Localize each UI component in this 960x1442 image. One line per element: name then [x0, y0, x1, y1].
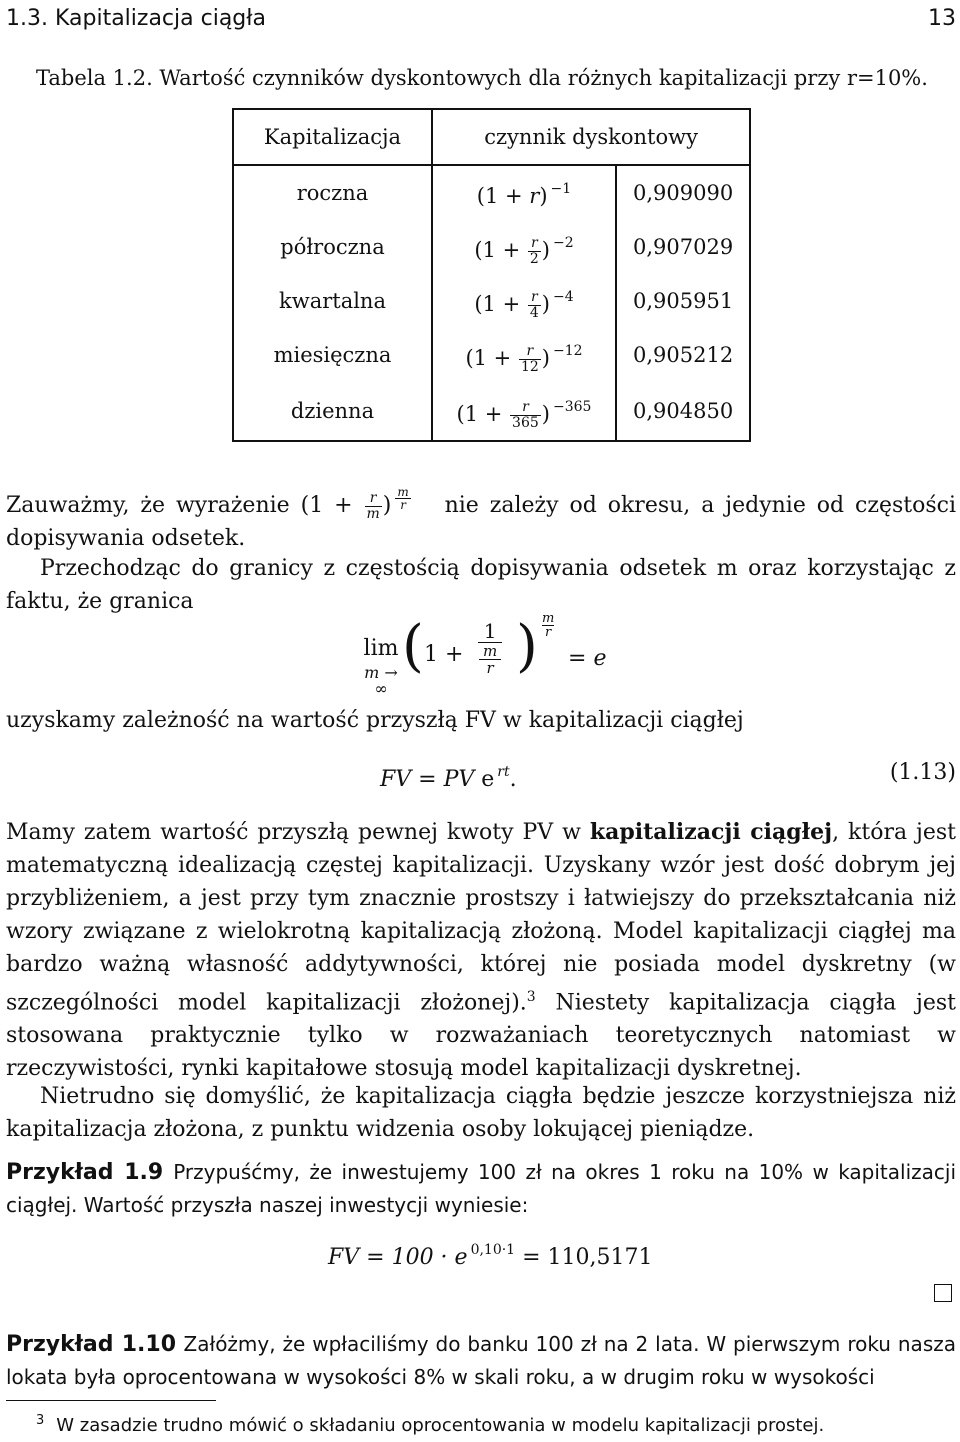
row-value: 0,905951 [616, 274, 750, 328]
row-formula: (1 + $\frac{r}{12}$ ) $^{-12}$ [432, 328, 616, 382]
row-name: roczna [233, 165, 432, 220]
row-value: 0,909090 [616, 165, 750, 220]
table-row [233, 165, 750, 220]
limit-equation: lim m → ∞ ( 1 + $\frac{1}{\frac{m}{r}}$ ) $\frac{m}{r}$ = e [363, 611, 607, 698]
qed-square-icon [934, 1284, 952, 1302]
row-formula: (1 + $\frac{r}{2}$ ) $^{-2}$ [432, 220, 616, 274]
table-caption: Tabela 1.2. Wartość czynników dyskontowych dla różnych kapitalizacji przy r=10%. [36, 66, 928, 90]
equation-example-1-9: FV = 100 · e $^{0,10\cdot 1}$ = 110,5171 [328, 1242, 653, 1270]
row-formula: (1 + r) $^{-1}$ [432, 165, 616, 220]
footnote: $^3$ W zasadzie trudno mówić o składaniu oprocentowania w modelu kapitalizacji prostej. [36, 1413, 825, 1436]
table-header-row [233, 109, 750, 165]
table-row [233, 382, 750, 441]
row-name: dzienna [233, 382, 432, 441]
row-name: miesięczna [233, 328, 432, 382]
section-title: 1.3. Kapitalizacja ciągła [6, 6, 267, 31]
running-head [6, 2, 956, 36]
row-value: 0,904850 [616, 382, 750, 441]
discount-factor-table [232, 108, 751, 442]
row-formula: (1 + $\frac{r}{365}$ ) $^{-365}$ [432, 382, 616, 441]
column-header-capitalization: Kapitalizacja [233, 109, 432, 165]
equation-number: (1.13) [889, 760, 956, 785]
row-formula: (1 + $\frac{r}{4}$ ) $^{-4}$ [432, 274, 616, 328]
page-number: 13 [928, 6, 956, 31]
row-value: 0,907029 [616, 220, 750, 274]
example-heading: Przykład 1.9 [6, 1160, 164, 1185]
equation-continuous-fv: FV = PV e $^{rt}$. [380, 764, 517, 792]
table-row [233, 328, 750, 382]
row-name: półroczna [233, 220, 432, 274]
table-row [233, 220, 750, 274]
row-value: 0,905212 [616, 328, 750, 382]
paragraph-comparison: Nietrudno się domyślić, że kapitalizacja ciągła będzie jeszcze korzystniejsza niż kapitalizacja złożona, z punktu widzenia osoby lokującej pieniądze. [6, 1084, 956, 1142]
row-name: kwartalna [233, 274, 432, 328]
paragraph-limit-intro: Przechodząc do granicy z częstością dopisywania odsetek m oraz korzystając z faktu, że granica [6, 556, 956, 614]
footnote-marker[interactable]: 3 [526, 989, 536, 1005]
footnote-rule [6, 1400, 216, 1401]
example-1-10: Przykład 1.10 Załóżmy, że wpłaciliśmy do banku 100 zł na 2 lata. W pierwszym roku nasza lokata była oprocentowana w wysokości 8% w skali roku, a w drugim roku w wysokości [6, 1332, 956, 1389]
paragraph-future-value-intro: uzyskamy zależność na wartość przyszłą FV w kapitalizacji ciągłej [6, 708, 744, 733]
paragraph-expression-note: Zauważmy, że wyrażenie (1 + $\frac{r}{m}$ ) $^{\frac{m}{r}}$ nie zależy od okresu, a jedynie od częstości dopisywania odsetek. [6, 484, 957, 551]
example-heading: Przykład 1.10 [6, 1332, 176, 1357]
example-1-9: Przykład 1.9 Przypuśćmy, że inwestujemy 100 zł na okres 1 roku na 10% w kapitalizacji ciągłej. Wartość przyszła naszej inwestycji wyniesie: [6, 1160, 957, 1217]
paragraph-continuous-capitalization: Mamy zatem wartość przyszłą pewnej kwoty PV w kapitalizacji ciągłej, która jest matematyczną idealizacją częstej kapitalizacji. Uzyskany wzór jest dość dobrym jej przybliżeniem, a jest przy tym znacznie prostszy i łatwiejszy do przekształcania niż wzory związane z wielokrotną kapitalizacją złożoną. Model kapitalizacji ciągłej ma bardzo ważną własność addytywności, której nie posiada model dyskretny (w szczególności model kapitalizacji złożonej).$^3$ Niestety kapitalizacja ciągła jest stosowana praktycznie tylko w rozważaniach teoretycznych natomiast w rzeczywistości, rynki kapitałowe stosują model kapitalizacji dyskretnej. [6, 819, 956, 1082]
table-row [233, 274, 750, 328]
column-header-discount-factor: czynnik dyskontowy [432, 109, 750, 165]
